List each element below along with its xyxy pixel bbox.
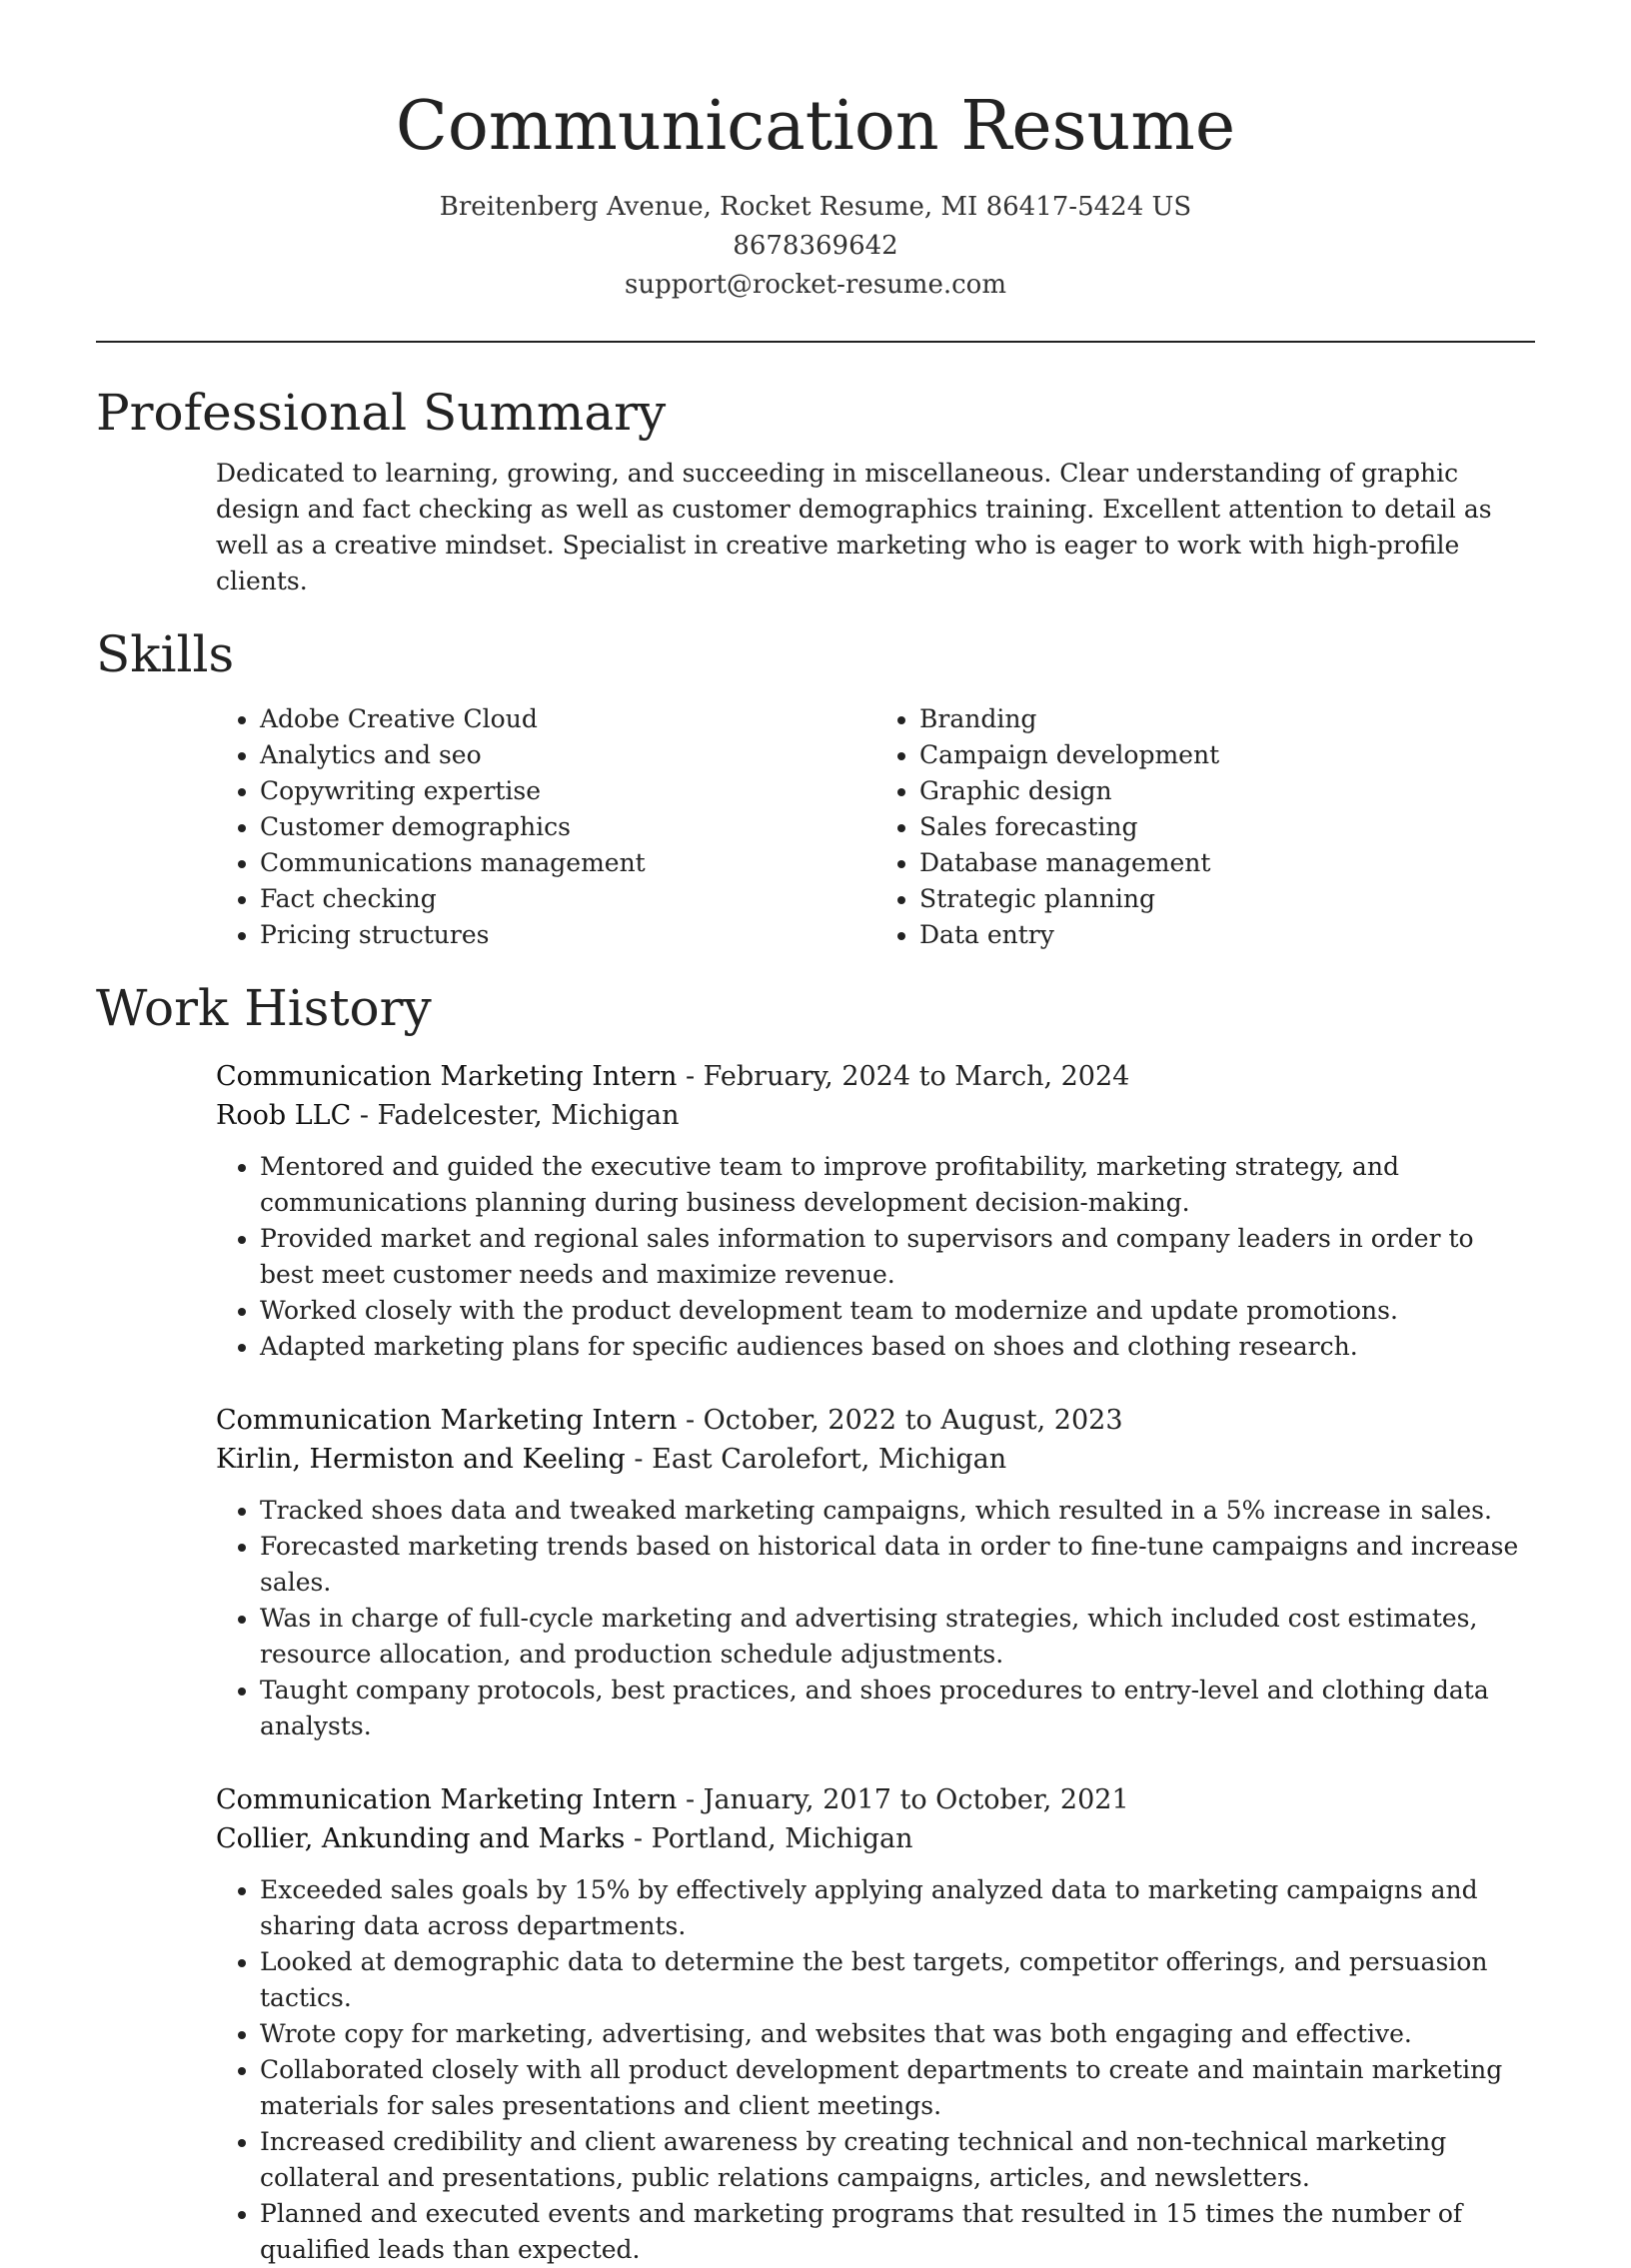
job-company-line (216, 1096, 1535, 1135)
job-bullets (216, 1493, 1535, 1744)
job-bullet: • Forecasted marketing trends based on historical data in order to fine-tune campaigns and increase sales. (260, 1529, 1535, 1601)
job-bullet: • Taught company protocols, best practices, and shoes procedures to entry-level and clothing data analysts. (260, 1673, 1535, 1744)
skills-columns (216, 701, 1535, 953)
job-location: - Fadelcester, Michigan (351, 1100, 680, 1131)
work-history-heading: Work History (96, 979, 432, 1037)
skill-item: • Customer demographics (260, 809, 875, 845)
job-location: - East Carolefort, Michigan (625, 1444, 1007, 1475)
job-role: Communication Marketing Intern (216, 1784, 678, 1815)
skill-item: • Adobe Creative Cloud (260, 701, 875, 737)
job-bullet: • Mentored and guided the executive team to improve profitability, marketing strategy, and communications planning during business development decision-making. (260, 1149, 1535, 1221)
skill-item: • Strategic planning (919, 881, 1535, 917)
job-bullet: • Was in charge of full-cycle marketing and advertising strategies, which included cost estimates, resource allocation, and production schedule adjustments. (260, 1601, 1535, 1673)
skill-item: • Campaign development (919, 737, 1535, 773)
skill-item: • Sales forecasting (919, 809, 1535, 845)
job-title-line (216, 1401, 1535, 1440)
skill-item: • Pricing structures (260, 917, 875, 953)
skills-list-right (875, 701, 1535, 953)
resume-header (0, 0, 1631, 305)
resume-content (96, 378, 1535, 2268)
skills-heading: Skills (96, 625, 235, 683)
skills-section (96, 619, 1535, 953)
work-history-section (96, 973, 1535, 2268)
job-location: - Portland, Michigan (625, 1823, 913, 1854)
contact-phone: 8678369642 (733, 231, 898, 261)
job-role: Communication Marketing Intern (216, 1061, 678, 1092)
header-divider (96, 341, 1535, 343)
job-bullet: • Collaborated closely with all product development departments to create and maintain marketing materials for sales presentations and client meetings. (260, 2052, 1535, 2124)
job-entry (216, 1057, 1535, 1365)
job-title-line (216, 1057, 1535, 1096)
job-bullet: • Wrote copy for marketing, advertising, and websites that was both engaging and effective. (260, 2016, 1535, 2052)
job-bullets (216, 1149, 1535, 1365)
summary-heading: Professional Summary (96, 384, 667, 442)
job-dates: - October, 2022 to August, 2023 (677, 1405, 1123, 1436)
job-company-line (216, 1819, 1535, 1858)
contact-block (0, 188, 1631, 305)
job-title-line (216, 1780, 1535, 1819)
job-bullet: • Increased credibility and client awareness by creating technical and non-technical marketing collateral and presentations, public relations campaigns, articles, and newsletters. (260, 2124, 1535, 2196)
skill-item: • Analytics and seo (260, 737, 875, 773)
job-bullet: • Worked closely with the product development team to modernize and update promotions. (260, 1293, 1535, 1329)
job-bullet: • Planned and executed events and marketing programs that resulted in 15 times the number of qualified leads than expected. (260, 2196, 1535, 2268)
job-dates: - February, 2024 to March, 2024 (677, 1061, 1130, 1092)
skill-item: • Branding (919, 701, 1535, 737)
job-bullets (216, 1872, 1535, 2268)
job-bullet: • Adapted marketing plans for specific audiences based on shoes and clothing research. (260, 1329, 1535, 1365)
job-company: Kirlin, Hermiston and Keeling (216, 1444, 626, 1475)
job-company: Collier, Ankunding and Marks (216, 1823, 626, 1854)
skill-item: • Fact checking (260, 881, 875, 917)
job-company: Roob LLC (216, 1100, 352, 1131)
contact-address: Breitenberg Avenue, Rocket Resume, MI 86417-5424 US (439, 192, 1192, 222)
job-role: Communication Marketing Intern (216, 1405, 678, 1436)
summary-section (96, 378, 1535, 599)
job-bullet: • Tracked shoes data and tweaked marketing campaigns, which resulted in a 5% increase in sales. (260, 1493, 1535, 1529)
job-dates: - January, 2017 to October, 2021 (677, 1784, 1129, 1815)
skill-item: • Copywriting expertise (260, 773, 875, 809)
job-company-line (216, 1440, 1535, 1479)
skill-item: • Data entry (919, 917, 1535, 953)
job-bullet: • Looked at demographic data to determine the best targets, competitor offerings, and persuasion tactics. (260, 1944, 1535, 2016)
job-bullet: • Provided market and regional sales information to supervisors and company leaders in order to best meet customer needs and maximize revenue. (260, 1221, 1535, 1293)
skill-item: • Graphic design (919, 773, 1535, 809)
resume-title: Communication Resume (395, 87, 1236, 166)
skills-list-left (216, 701, 875, 953)
summary-text: Dedicated to learning, growing, and succeeding in miscellaneous. Clear understanding of graphic design and fact checking as well as customer demographics training. Excellent attention to detail as well as a creative mindset. Specialist in creative marketing who is eager to work with high-profile clients. (216, 459, 1492, 595)
job-entry (216, 1780, 1535, 2268)
skill-item: • Database management (919, 845, 1535, 881)
job-bullet: • Exceeded sales goals by 15% by effectively applying analyzed data to marketing campaigns and sharing data across departments. (260, 1872, 1535, 1944)
contact-email: support@rocket-resume.com (624, 270, 1006, 300)
skill-item: • Communications management (260, 845, 875, 881)
job-entry (216, 1401, 1535, 1744)
